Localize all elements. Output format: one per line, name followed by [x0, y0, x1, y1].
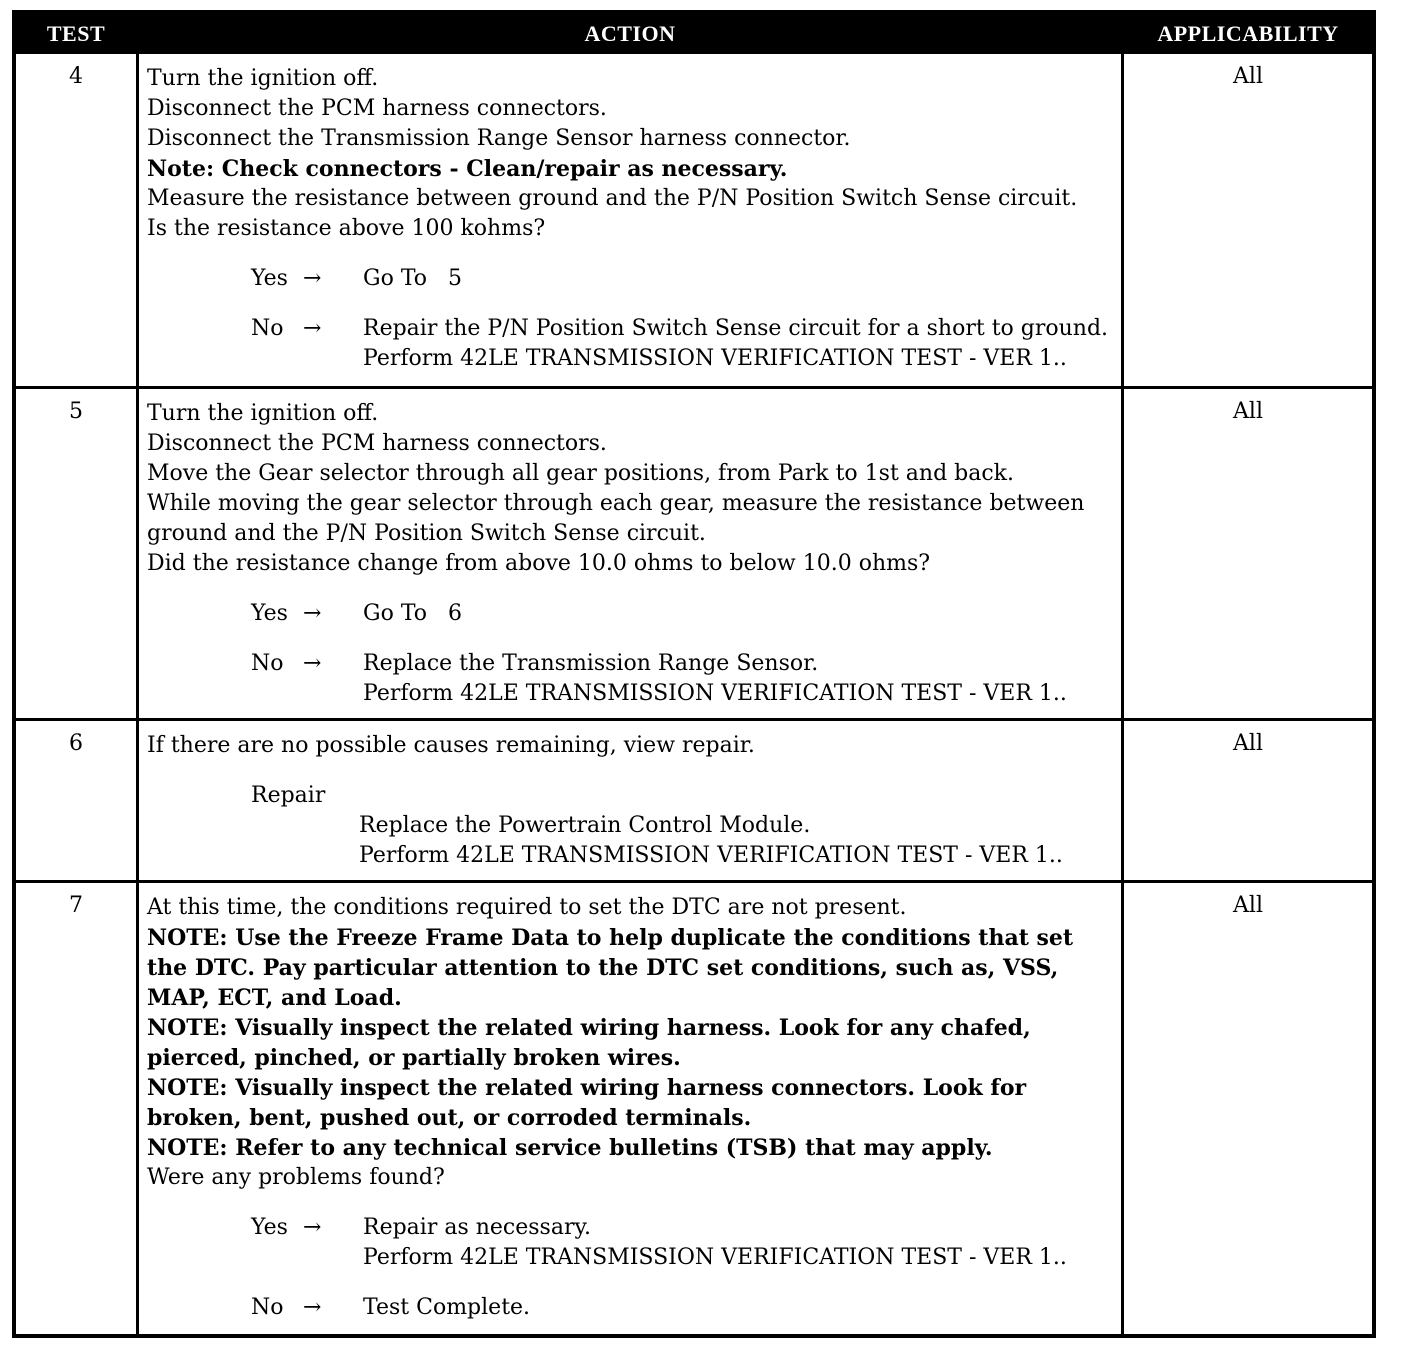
no-option: [147, 314, 1115, 374]
applicability-value: All: [1233, 399, 1263, 424]
action-cell: [136, 721, 1124, 880]
test-number: 6: [69, 731, 83, 756]
applicability-value: All: [1233, 731, 1263, 756]
yes-option: [147, 264, 1115, 294]
test-number: 5: [69, 399, 83, 424]
yes-label: Yes: [251, 601, 288, 626]
action-line: Disconnect the Transmission Range Sensor harness connector.: [147, 126, 851, 151]
action-line: If there are no possible causes remaining, view repair.: [147, 733, 755, 758]
action-cell: [136, 883, 1124, 1334]
test-number: 7: [69, 893, 83, 918]
action-cell: [136, 54, 1124, 386]
header-action: ACTION: [584, 21, 676, 46]
action-question: Were any problems found?: [147, 1165, 445, 1190]
table-row-test-7: [16, 880, 1372, 1334]
arrow-icon: →: [303, 601, 322, 626]
no-label: No: [251, 1295, 284, 1320]
verification-test-link: Perform 42LE TRANSMISSION VERIFICATION TEST - VER 1..: [363, 681, 1067, 706]
action-note: NOTE: Visually inspect the related wiring harness. Look for any chafed, pierced, pinched, or partially broken wires.: [147, 1015, 1031, 1071]
arrow-icon: →: [303, 316, 322, 341]
repair-label: Repair: [251, 783, 326, 808]
action-line: Measure the resistance between ground and the P/N Position Switch Sense circuit.: [147, 186, 1078, 211]
action-line: Move the Gear selector through all gear positions, from Park to 1st and back.: [147, 461, 1014, 486]
table-row-test-6: [16, 718, 1372, 880]
action-note: NOTE: Use the Freeze Frame Data to help duplicate the conditions that set the DTC. Pay particular attention to the DTC set conditions, such as, VSS, MAP, ECT, and Load.: [147, 925, 1074, 1011]
action-cell: [136, 389, 1124, 718]
arrow-icon: →: [303, 651, 322, 676]
arrow-icon: →: [303, 1295, 322, 1320]
no-result: Repair the P/N Position Switch Sense circuit for a short to ground.: [363, 316, 1109, 341]
applicability-value: All: [1233, 893, 1263, 918]
table-header: [16, 14, 1372, 54]
yes-label: Yes: [251, 266, 288, 291]
repair-instruction: Replace the Powertrain Control Module.: [359, 813, 811, 838]
action-line: At this time, the conditions required to set the DTC are not present.: [147, 895, 907, 920]
yes-label: Yes: [251, 1215, 288, 1240]
table-row-test-5: [16, 386, 1372, 718]
no-label: No: [251, 651, 284, 676]
no-option: [147, 649, 1115, 709]
arrow-icon: →: [303, 1215, 322, 1240]
action-line: Disconnect the PCM harness connectors.: [147, 431, 607, 456]
yes-option: [147, 599, 1115, 629]
action-note: Note: Check connectors - Clean/repair as necessary.: [147, 156, 788, 182]
no-label: No: [251, 316, 284, 341]
header-applicability: APPLICABILITY: [1157, 21, 1339, 46]
yes-result: Go To 6: [363, 601, 462, 626]
action-line: While moving the gear selector through each gear, measure the resistance between ground and the P/N Position Switch Sense circuit.: [147, 491, 1085, 546]
action-note: NOTE: Visually inspect the related wiring harness connectors. Look for broken, bent, pushed out, or corroded terminals.: [147, 1075, 1027, 1131]
diagnostic-test-table: [12, 10, 1376, 1338]
yes-result: Go To 5: [363, 266, 462, 291]
yes-result: Repair as necessary.: [363, 1215, 591, 1240]
action-question: Did the resistance change from above 10.0 ohms to below 10.0 ohms?: [147, 551, 931, 576]
verification-test-link: Perform 42LE TRANSMISSION VERIFICATION TEST - VER 1..: [363, 1245, 1067, 1270]
action-line: Turn the ignition off.: [147, 66, 379, 91]
arrow-icon: →: [303, 266, 322, 291]
verification-test-link: Perform 42LE TRANSMISSION VERIFICATION TEST - VER 1..: [363, 346, 1067, 371]
action-line: Disconnect the PCM harness connectors.: [147, 96, 607, 121]
test-number: 4: [69, 64, 83, 89]
action-question: Is the resistance above 100 kohms?: [147, 216, 546, 241]
table-row-test-4: [16, 54, 1372, 386]
applicability-value: All: [1233, 64, 1263, 89]
action-note: NOTE: Refer to any technical service bulletins (TSB) that may apply.: [147, 1135, 993, 1161]
action-line: Turn the ignition off.: [147, 401, 379, 426]
no-option: [147, 1293, 1115, 1323]
header-test: TEST: [46, 21, 106, 46]
no-result: Test Complete.: [363, 1295, 531, 1320]
yes-option: [147, 1213, 1115, 1273]
no-result: Replace the Transmission Range Sensor.: [363, 651, 819, 676]
verification-test-link: Perform 42LE TRANSMISSION VERIFICATION TEST - VER 1..: [359, 843, 1063, 868]
